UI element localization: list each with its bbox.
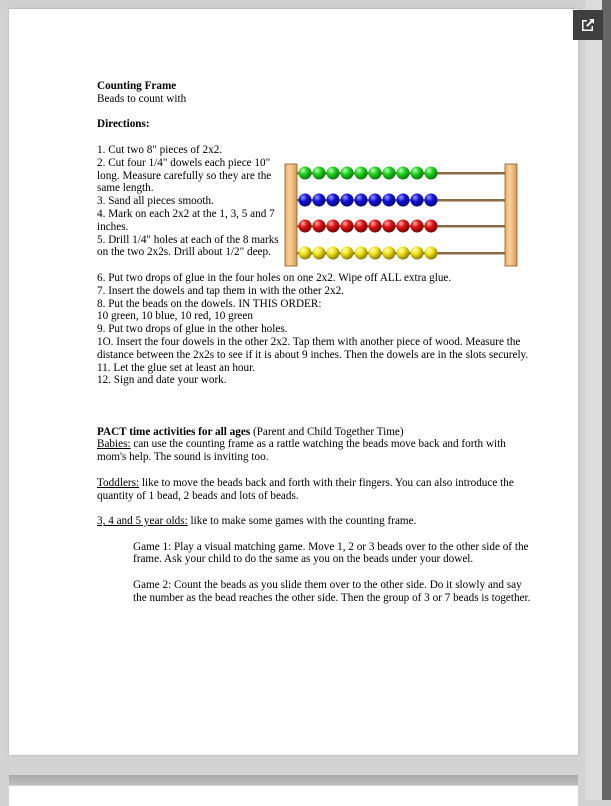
step-5: 5. Drill 1/4" holes at each of the 8 marks on the two 2x2s. Drill about 1/2" deep. [97,233,279,259]
step-10: 1O. Insert the four dowels in the other 2x2. Tap them with another piece of wood. Measure the distance between the 2x2s to see if it is about 9 inches. Then the dowels are in the slots securely. [97,335,529,361]
step-9: 9. Put two drops of glue in the other holes. [97,323,288,336]
bead-order: 10 green, 10 blue, 10 red, 10 green [97,310,253,323]
page-separator [9,775,578,785]
step-7: 7. Insert the dowels and tap them in with the other 2x2. [97,284,345,297]
step-3: 3. Sand all pieces smooth. [97,195,214,208]
scrollbar-thumb[interactable] [602,0,611,800]
game-1: Game 1: Play a visual matching game. Move 1, 2 or 3 beads over to the other side of the frame. Ask your child to do the same as you on the beads under your dowel. [133,540,529,566]
step-12: 12. Sign and date your work. [97,374,227,387]
step-11: 11. Let the glue set at least an hour. [97,361,256,374]
steps-left-column [97,144,282,259]
directions-heading: Directions: [97,118,150,131]
viewer-top-bar [0,0,611,9]
doc-subtitle: Beads to count with [97,92,187,105]
document-body [97,80,537,605]
toddlers-paragraph: Toddlers: like to move the beads back and forth with their fingers. You can also introduce the quantity of 1 bead, 2 beads and lots of beads. [97,476,514,502]
step-8: 8. Put the beads on the dowels. IN THIS ORDER: [97,297,322,310]
olds-paragraph: 3, 4 and 5 year olds: like to make some games with the counting frame. [97,515,417,528]
step-4: 4. Mark on each 2x2 at the 1, 3, 5 and 7 inches. [97,207,275,233]
babies-paragraph: Babies: can use the counting frame as a rattle watching the beads move back and forth with mom's help. The sound is inviting too. [97,438,506,464]
popout-button[interactable] [573,10,603,40]
step-2: 2. Cut four 1/4" dowels each piece 10" long. Measure carefully so they are the same length. [97,156,272,195]
pact-heading: PACT time activities for all ages (Parent and Child Together Time) [97,425,404,438]
scrollbar-track[interactable] [585,0,611,800]
next-page [9,786,578,806]
open-in-new-window-icon [580,17,596,33]
step-1: 1. Cut two 8" pieces of 2x2. [97,143,223,156]
doc-title: Counting Frame [97,80,177,92]
step-6: 6. Put two drops of glue in the four holes on one 2x2. Wipe off ALL extra glue. [97,271,452,284]
game-2: Game 2: Count the beads as you slide them over to the other side. Do it slowly and say the number as the bead reaches the other side. Then the group of 3 or 7 beads is together. [133,579,531,604]
